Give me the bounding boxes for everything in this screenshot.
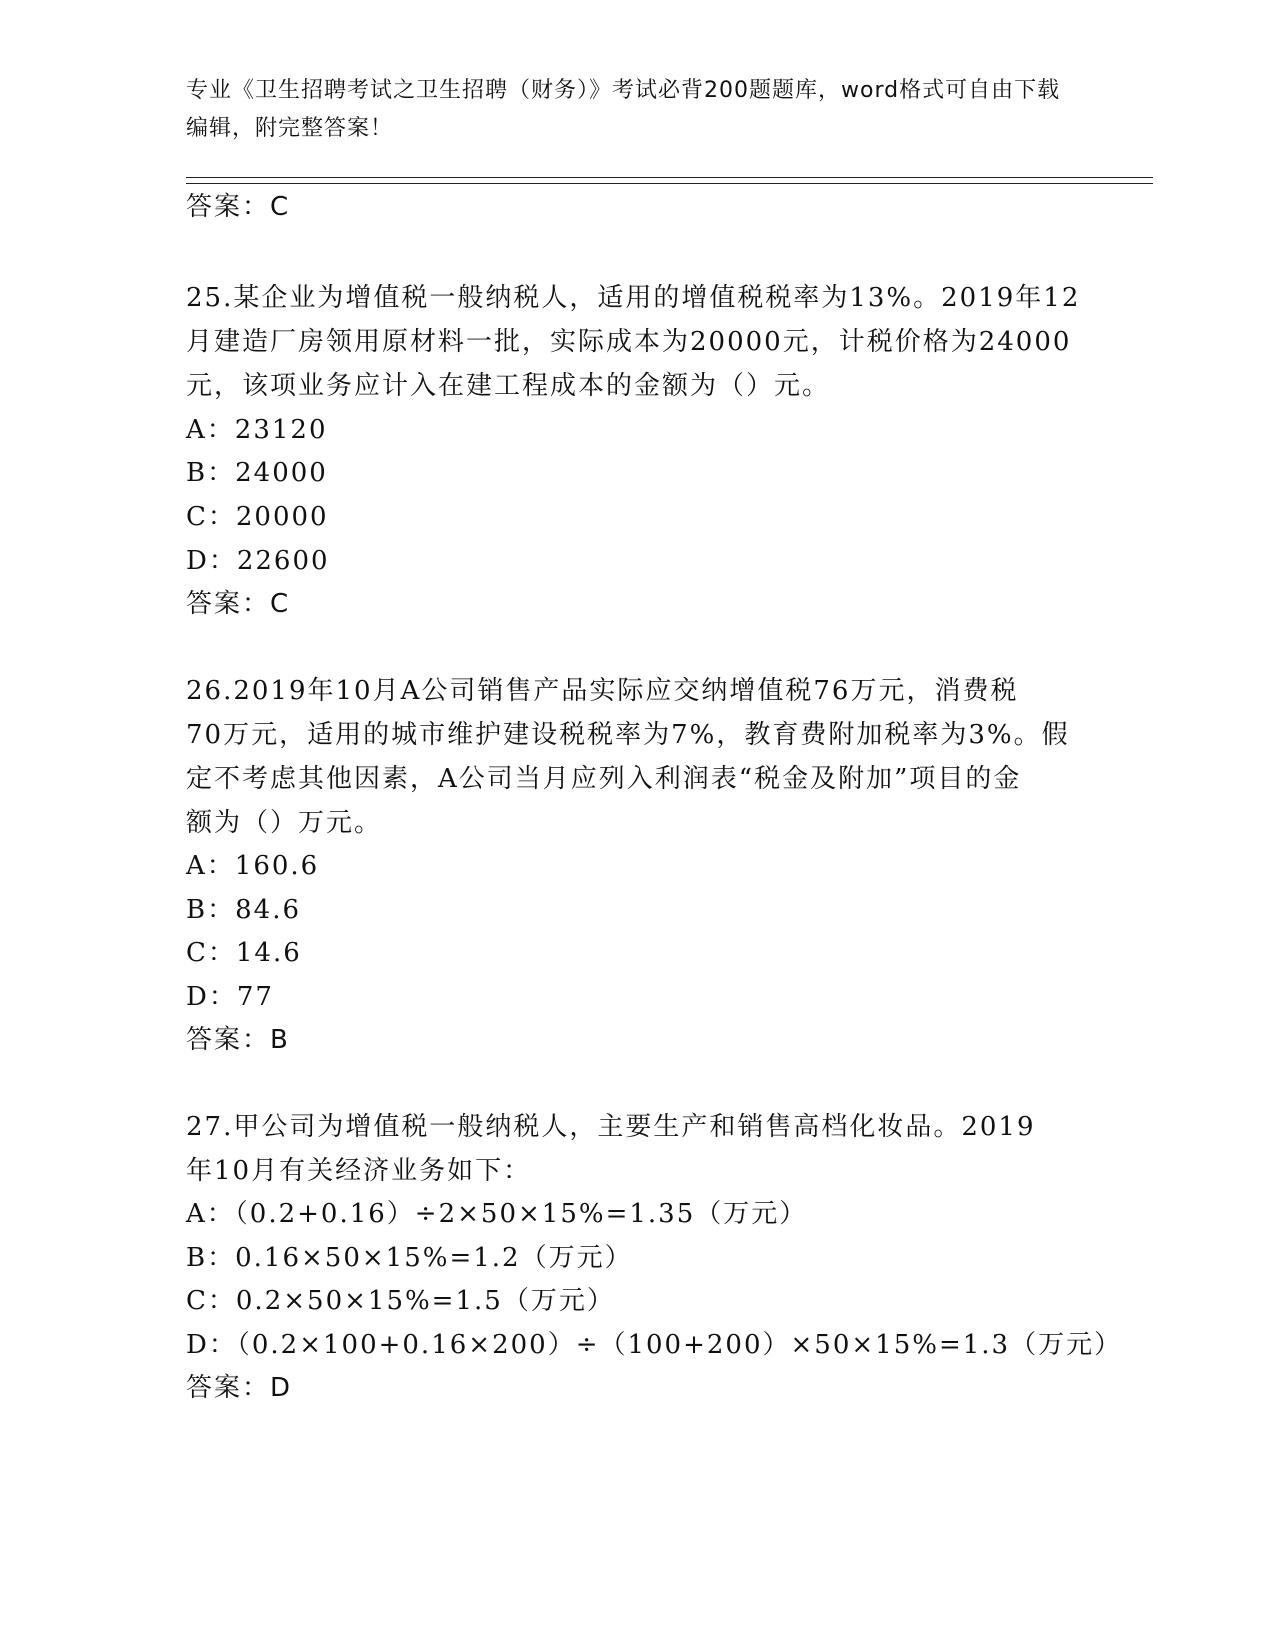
question-26-line-4: 额为（）万元。 <box>186 808 383 838</box>
question-25-option-c: C：20000 <box>186 502 329 532</box>
question-27-option-a: A：（0.2+0.16）÷2×50×15%=1.35（万元） <box>186 1199 808 1229</box>
question-26-option-a: A：160.6 <box>186 851 320 881</box>
question-26-line-1: 26.2019年10月A公司销售产品实际应交纳增值税76万元，消费税 <box>186 676 1019 706</box>
question-25-option-a: A：23120 <box>186 415 328 445</box>
question-26-line-3: 定不考虑其他因素，A公司当月应列入利润表“税金及附加”项目的金 <box>186 764 1022 794</box>
question-27-option-d: D：（0.2×100+0.16×200）÷（100+200）×50×15%=1.3（万元） <box>186 1330 1123 1360</box>
question-27-option-b: B：0.16×50×15%=1.2（万元） <box>186 1243 633 1273</box>
header-rule-top <box>186 177 1153 178</box>
question-26-answer: 答案：B <box>186 1025 290 1055</box>
question-26-option-d: D：77 <box>186 982 274 1012</box>
question-27-line-1: 27.甲公司为增值税一般纳税人，主要生产和销售高档化妆品。2019 <box>186 1112 1036 1142</box>
question-27-line-2: 年10月有关经济业务如下： <box>186 1156 532 1186</box>
question-25-option-b: B：24000 <box>186 458 328 488</box>
header-rule-bottom <box>186 183 1153 184</box>
question-27-answer: 答案：D <box>186 1373 293 1403</box>
question-25-line-1: 25.某企业为增值税一般纳税人，适用的增值税税率为13%。2019年12 <box>186 283 1081 313</box>
answer-previous: 答案：C <box>186 192 291 222</box>
question-25-option-d: D：22600 <box>186 546 330 576</box>
question-25-answer: 答案：C <box>186 589 291 619</box>
question-27-option-c: C：0.2×50×15%=1.5（万元） <box>186 1286 615 1316</box>
question-26-option-b: B：84.6 <box>186 895 301 925</box>
question-25-line-3: 元，该项业务应计入在建工程成本的金额为（）元。 <box>186 371 831 401</box>
document-header: 专业《卫生招聘考试之卫生招聘（财务）》考试必背200题题库，word格式可自由下载编辑，附完整答案！ <box>186 78 1061 141</box>
question-26-option-c: C：14.6 <box>186 938 302 968</box>
question-25-line-2: 月建造厂房领用原材料一批，实际成本为20000元，计税价格为24000 <box>186 327 1072 357</box>
question-26-line-2: 70万元，适用的城市维护建设税税率为7%，教育费附加税率为3%。假 <box>186 720 1070 750</box>
